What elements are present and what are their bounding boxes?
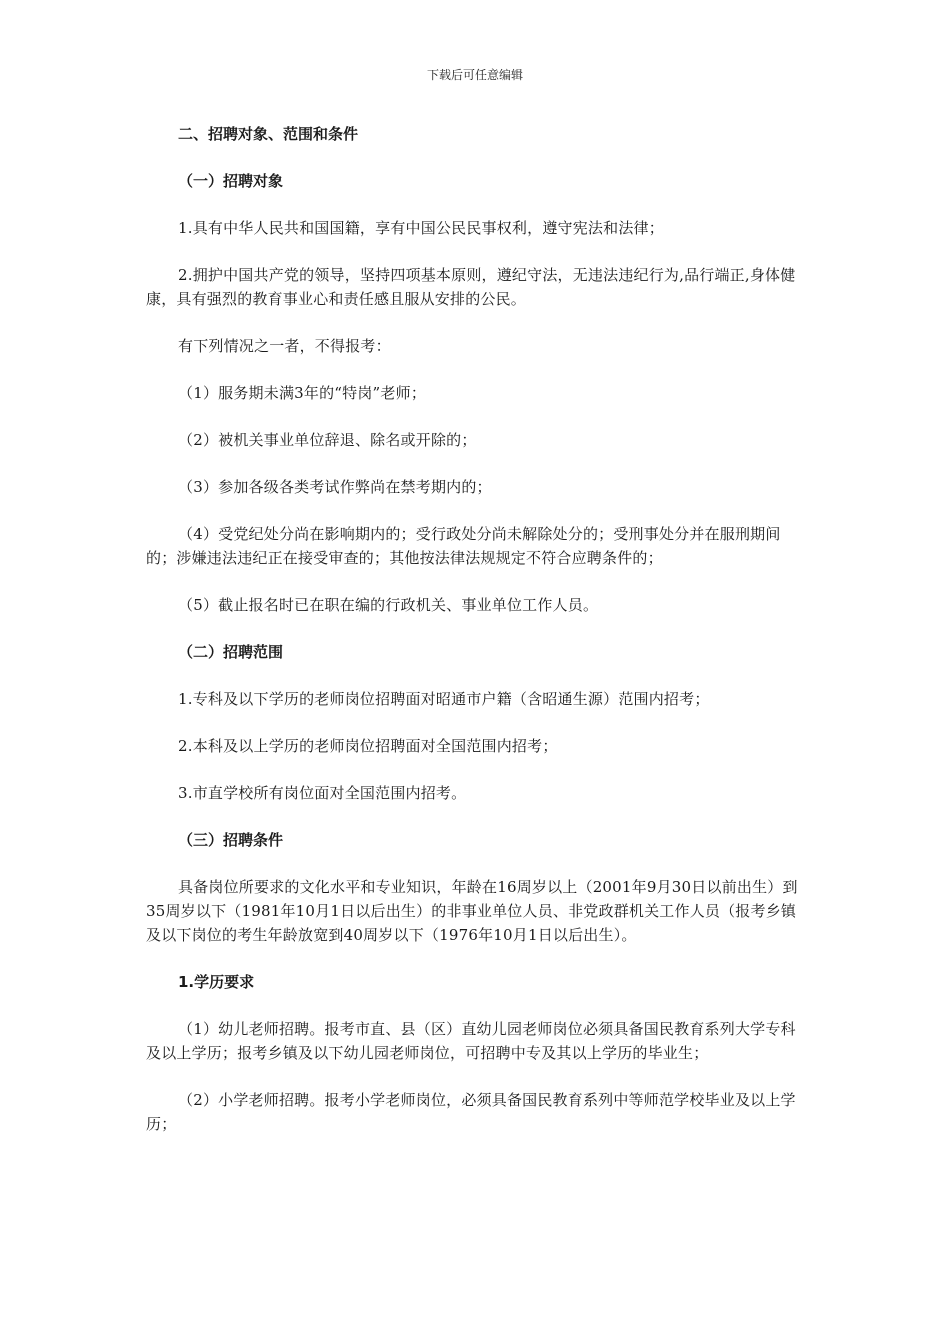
list-item: （4）受党纪处分尚在影响期内的；受行政处分尚未解除处分的；受刑事处分并在服刑期间的；涉嫌违法违纪正在接受审查的；其他按法律法规规定不符合应聘条件的； <box>146 525 781 567</box>
list-item: （1）幼儿老师招聘。报考市直、县（区）直幼儿园老师岗位必须具备国民教育系列大学专科及以上学历；报考乡镇及以下幼儿园老师岗位，可招聘中专及其以上学历的毕业生； <box>146 1020 796 1062</box>
paragraph: 具备岗位所要求的文化水平和专业知识，年龄在16周岁以上（2001年9月30日以前出生）到35周岁以下（1981年10月1日以后出生）的非事业单位人员、非党政群机关工作人员（报考乡镇及以下岗位的考生年龄放宽到40周岁以下（1976年10月1日以后出生）。 <box>146 878 798 944</box>
list-item: 3.市直学校所有岗位面对全国范围内招考。 <box>178 784 467 802</box>
paragraph: 有下列情况之一者，不得报考： <box>178 337 391 355</box>
list-item: （5）截止报名时已在职在编的行政机关、事业单位工作人员。 <box>178 596 599 614</box>
list-item: （1）服务期未满3年的“特岗”老师； <box>178 384 427 402</box>
paragraph: 1.具有中华人民共和国国籍，享有中国公民民事权利，遵守宪法和法律； <box>178 219 664 237</box>
list-item: （2）被机关事业单位辞退、除名或开除的； <box>178 431 477 449</box>
list-item: 1.专科及以下学历的老师岗位招聘面对昭通市户籍（含昭通生源）范围内招考； <box>178 690 710 708</box>
list-item: （3）参加各级各类考试作弊尚在禁考期内的； <box>178 478 492 496</box>
page-header: 下载后可任意编辑 <box>426 68 523 82</box>
document-body <box>146 122 810 1159</box>
subsection-heading: （二）招聘范围 <box>178 643 284 661</box>
list-item: 2.本科及以上学历的老师岗位招聘面对全国范围内招考； <box>178 737 558 755</box>
subsection-heading: 1.学历要求 <box>178 973 255 991</box>
paragraph: 2.拥护中国共产党的领导，坚持四项基本原则，遵纪守法，无违法违纪行为,品行端正,身体健康，具有强烈的教育事业心和责任感且服从安排的公民。 <box>146 266 796 308</box>
list-item: （2）小学老师招聘。报考小学老师岗位，必须具备国民教育系列中等师范学校毕业及以上学历； <box>146 1091 796 1133</box>
section-heading: 二、招聘对象、范围和条件 <box>178 125 359 143</box>
subsection-heading: （一）招聘对象 <box>178 172 284 190</box>
subsection-heading: （三）招聘条件 <box>178 831 284 849</box>
